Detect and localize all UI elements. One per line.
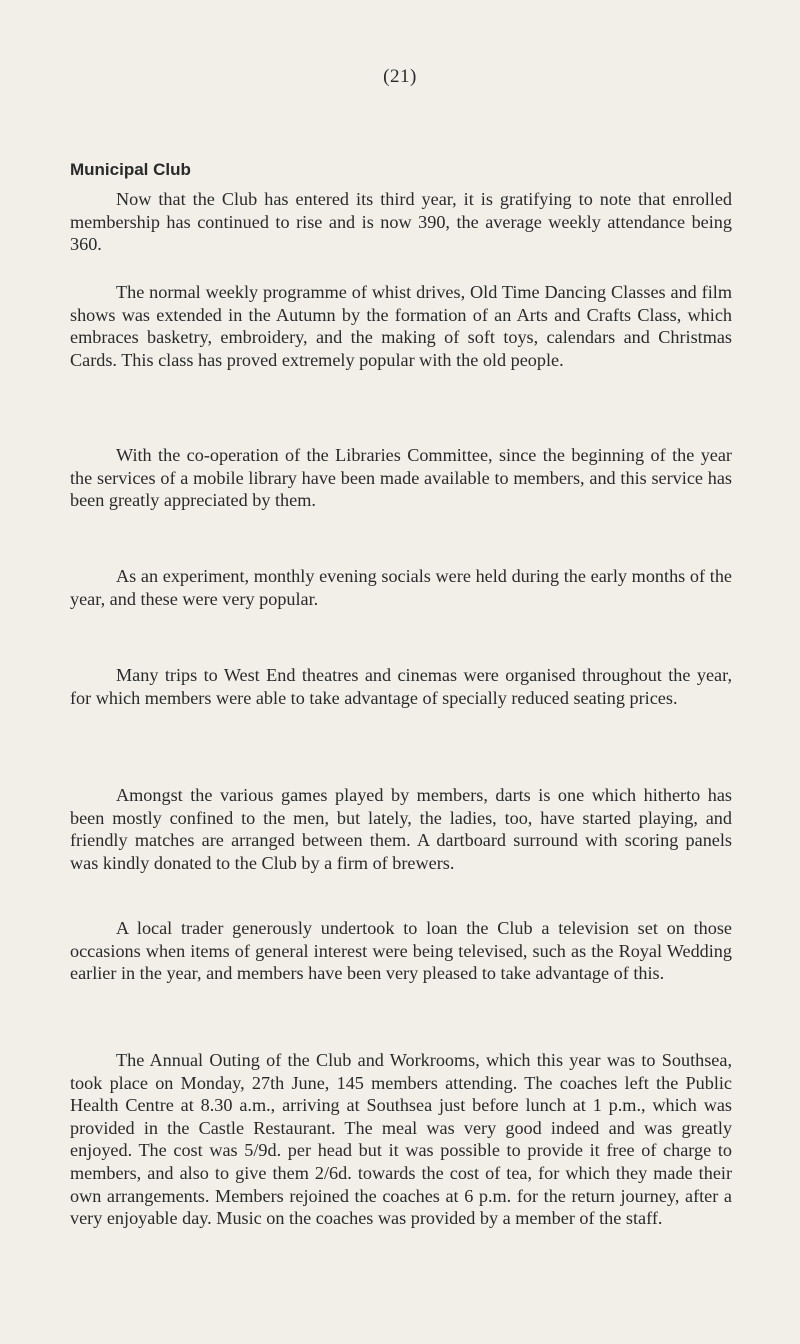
paragraph: Now that the Club has entered its third year, it is gratifying to note that enrolled membership has continued to rise and is now 390, the average weekly attendance being 360.: [70, 189, 732, 255]
paragraph: Amongst the various games played by members, darts is one which hitherto has been mostly confined to the men, but lately, the ladies, too, have started playing, and friendly matches are arranged between them. A dartboard surround with scoring panels was kindly donated to the Club by a firm of brewers.: [70, 785, 732, 873]
paragraph: As an experiment, monthly evening socials were held during the early months of the year, and these were very popular.: [70, 566, 732, 609]
page-number: (21): [383, 66, 417, 87]
paragraph: A local trader generously undertook to loan the Club a television set on those occasions when items of general interest were being televised, such as the Royal Wedding earlier in the year, and members have been very pleased to take advantage of this.: [70, 918, 732, 984]
paragraph: With the co-operation of the Libraries Committee, since the beginning of the year the services of a mobile library have been made available to members, and this service has been greatly appreciated by them.: [70, 445, 732, 511]
paragraph: Many trips to West End theatres and cinemas were organised throughout the year, for which members were able to take advantage of specially reduced seating prices.: [70, 665, 732, 708]
paragraph: The normal weekly programme of whist drives, Old Time Dancing Classes and film shows was extended in the Autumn by the formation of an Arts and Crafts Class, which embraces basketry, embroidery, and the making of soft toys, calendars and Christmas Cards. This class has proved extremely popular with the old people.: [70, 282, 732, 370]
section-heading: Municipal Club: [70, 160, 191, 179]
paragraph: The Annual Outing of the Club and Workrooms, which this year was to Southsea, took place on Monday, 27th June, 145 members attending. The coaches left the Public Health Centre at 8.30 a.m., arriving at Southsea just before lunch at 1 p.m., which was provided in the Castle Restaurant. The meal was very good indeed and was greatly enjoyed. The cost was 5/9d. per head but it was possible to provide it free of charge to members, and also to give them 2/6d. towards the cost of tea, for which they made their own arrangements. Members rejoined the coaches at 6 p.m. for the return journey, after a very enjoyable day. Music on the coaches was provided by a member of the staff.: [70, 1050, 732, 1229]
